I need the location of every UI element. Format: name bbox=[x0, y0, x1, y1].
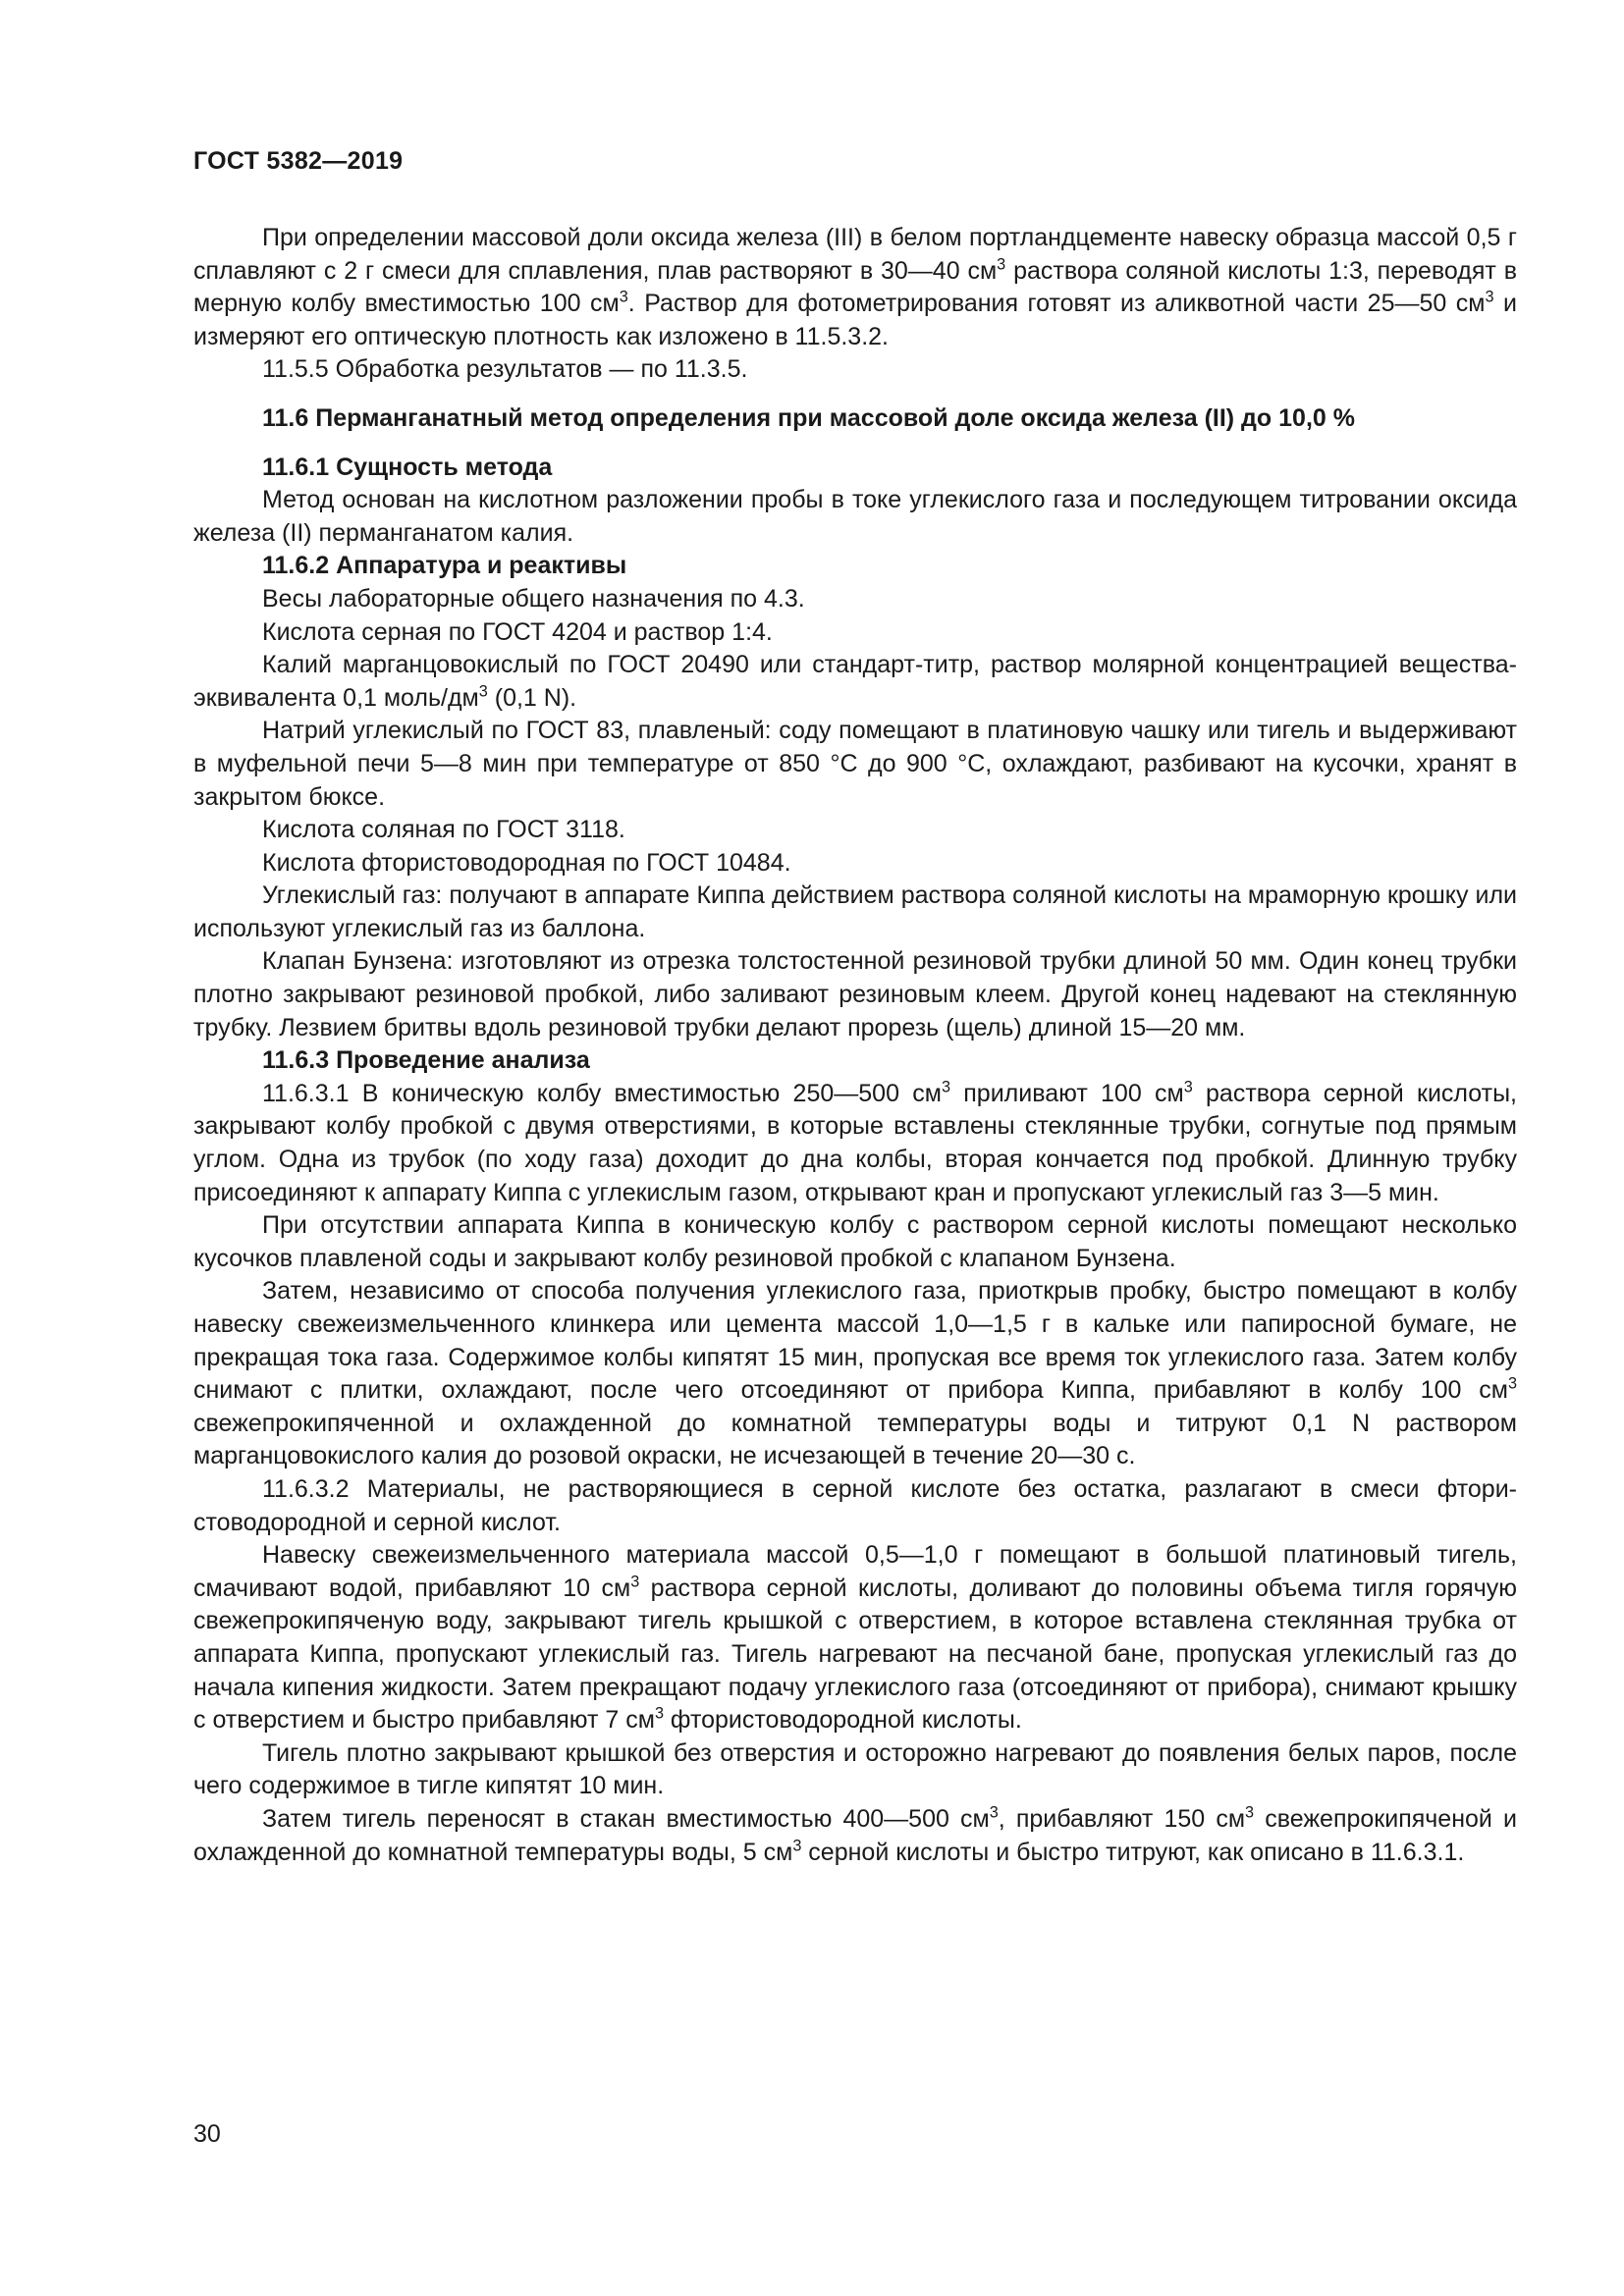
superscript: 3 bbox=[1507, 1374, 1517, 1393]
superscript: 3 bbox=[941, 1078, 950, 1096]
section-heading: 11.6 Перманганатный метод определения при массовой доле оксида железа (II) до 10,0 % bbox=[262, 403, 1355, 432]
paragraph: 11.6.3.1 В коническую колбу вместимостью 250—500 $см^3$ приливают 100 $см^3$ раствора серной кислоты, закрывают колбу пробкой с двумя отверстиями, в которые вставлены стеклянные трубки, согнутые под прямым углом. Одна из трубок (по ходу газа) доходит до дна колбы, вторая кончается под пробкой. Длинную трубку присоединяют к аппарату Киппа с углекислым газом, открывают кран и пропускают углекислый газ 3—5 мин. bbox=[193, 1078, 1517, 1206]
paragraph: При определении массовой доли оксида железа (III) в белом портландцементе навеску образца массой 0,5 г сплавляют с 2 г смеси для сплавления, плав растворяют в 30—40 $см^3$ раствора соляной кислоты 1:3, переводят в мерную колбу вместимостью 100 $см^3$. Раствор для фотометрирования готовят из аликвотной части 25—50 $см^3$ и измеряют его оптическую плотность как изложено в 11.5.3.2. bbox=[193, 224, 1517, 350]
paragraph: Кислота соляная по ГОСТ 3118. bbox=[262, 816, 625, 844]
section-heading: 11.6.3 Проведение анализа bbox=[262, 1046, 590, 1075]
paragraph: Натрий углекислый по ГОСТ 83, плавленый: соду помещают в платиновую чашку или тигель и выдерживают в муфельной печи 5—8 мин при температуре от 850 °С до 900 °С, охлаждают, разбивают на кусочки, хранят в закрытом бюксе. bbox=[193, 717, 1517, 811]
superscript: 3 bbox=[997, 255, 1006, 274]
document-body bbox=[193, 222, 1517, 1869]
paragraph: Калий марганцовокислый по ГОСТ 20490 или стандарт-титр, раствор молярной концентрацией вещества-эквивалента 0,1 моль/$дм^3$ (0,1 N). bbox=[193, 651, 1517, 712]
superscript: 3 bbox=[619, 288, 628, 306]
paragraph: Кислота фтористоводородная по ГОСТ 10484. bbox=[262, 848, 791, 877]
paragraph: Клапан Бунзена: изготовляют из отрезка толстостенной резиновой трубки длиной 50 мм. Один конец трубки плотно закрывают резиновой пробкой, либо заливают резиновым клеем. Другой конец надевают на стеклянную трубку. Лезвием бритвы вдоль резиновой трубки делают прорезь (щель) длиной 15—20 мм. bbox=[193, 947, 1517, 1041]
superscript: 3 bbox=[478, 682, 488, 701]
document-header: ГОСТ 5382—2019 bbox=[193, 147, 404, 175]
paragraph: Навеску свежеизмельченного материала массой 0,5—1,0 г помещают в большой платиновый тигель, смачивают водой, прибавляют 10 $см^3$ раствора серной кислоты, доливают до половины объема тигля горячую свежепрокипяченую воду, закрывают тигель крышкой с отверстием, в которое вставлена стеклянная трубка от аппарата Киппа, пропускают углекислый газ. Тигель нагревают на песчаной бане, пропуская углекислый газ до начала кипения жидкости. Затем прекращают подачу углекислого газа (отсоединяют от прибора), снимают крышку с отверстием и быстро прибавляют 7 $см^3$ фтористоводородной кислоты. bbox=[193, 1541, 1517, 1735]
paragraph: Кислота серная по ГОСТ 4204 и раствор 1:4. bbox=[262, 617, 773, 646]
superscript: 3 bbox=[630, 1573, 640, 1591]
paragraph: Метод основан на кислотном разложении пробы в токе углекислого газа и последующем титровании оксида железа (II) перманганатом калия. bbox=[193, 486, 1517, 547]
superscript: 3 bbox=[1183, 1078, 1193, 1096]
paragraph: Затем тигель переносят в стакан вместимостью 400—500 $см^3$, прибавляют 150 $см^3$ свежепрокипяченой и охлажденной до комнатной температуры воды, 5 $см^3$ серной кислоты и быстро титруют, как описано в 11.6.3.1. bbox=[193, 1803, 1517, 1866]
page-number: 30 bbox=[193, 2120, 221, 2148]
paragraph: 11.5.5 Обработка результатов — по 11.3.5. bbox=[262, 355, 748, 384]
superscript: 3 bbox=[1245, 1803, 1255, 1822]
superscript: 3 bbox=[1485, 288, 1494, 306]
section-heading: 11.6.2 Аппаратура и реактивы bbox=[262, 552, 627, 580]
paragraph: 11.6.3.2 Материалы, не растворяющиеся в серной кислоте без остатка, разлагают в смеси фтористоводородной и серной кислот. bbox=[193, 1474, 1517, 1536]
paragraph: Тигель плотно закрывают крышкой без отверстия и осторожно нагревают до появления белых паров, после чего содержимое в тигле кипятят 10 мин. bbox=[193, 1738, 1517, 1800]
paragraph: Затем, независимо от способа получения углекислого газа, приоткрыв пробку, быстро помещают в колбу навеску свежеизмельченного клинкера или цемента массой 1,0—1,5 г в кальке или папиросной бумаге, не прекращая тока газа. Содержимое колбы кипятят 15 мин, пропуская все время ток углекислого газа. Затем колбу снимают с плитки, охлаждают, после чего отсоединяют от прибора Киппа, прибавляют в колбу 100 $см^3$ свежепрокипяченной и охлажденной до комнатной температуры воды и титруют 0,1 N раствором марганцовокислого калия до розовой окраски, не исчезающей в течение 20—30 с. bbox=[193, 1277, 1517, 1470]
superscript: 3 bbox=[654, 1704, 664, 1723]
superscript: 3 bbox=[989, 1803, 999, 1822]
paragraph: Углекислый газ: получают в аппарате Киппа действием раствора соляной кислоты на мраморную крошку или используют углекислый газ из баллона. bbox=[193, 881, 1517, 942]
paragraph: Весы лабораторные общего назначения по 4.3. bbox=[262, 584, 805, 613]
paragraph: При отсутствии аппарата Киппа в коническую колбу с раствором серной кислоты помещают несколько кусочков плавленой соды и закрывают колбу резиновой пробкой с клапаном Бунзена. bbox=[193, 1211, 1517, 1272]
superscript: 3 bbox=[792, 1837, 802, 1855]
section-heading: 11.6.1 Сущность метода bbox=[262, 453, 553, 481]
